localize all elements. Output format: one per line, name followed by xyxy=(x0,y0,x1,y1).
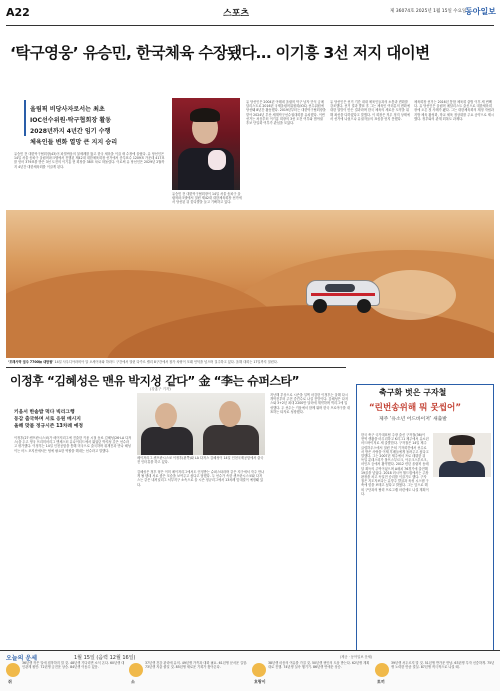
sidebar-subtitle: 제주 ‘유소년 어드바이저’ 새출발 xyxy=(379,417,447,422)
zodiac-name: 쥐 xyxy=(8,679,12,684)
article2-photo-caption: 메이저리그 샌프란시스코 이정후(왼쪽)와 LA 다저스 김혜성이 14일 인천국제공항에서 출국 전 인터뷰를 하고 있다. xyxy=(137,456,264,465)
header-divider xyxy=(6,25,494,26)
page-number: A22 xyxy=(6,6,30,19)
sidebar-body: 한국 축구 국가대표팀 주장 출신 구자철(36)이 현역 생활을 마무리하고 K리그1 제주에서 유소년 어드바이저로 새 출발한다. 구자철은 14일 제주 클럽하우스에서 열린 은퇴 기자회견에서 선수로서 받은 사랑을 이제 후배들에게 돌려주고 싶다고 말했다. 그는 2007년 제주에서 프로 데뷔한 뒤 독일 분데스리가 볼프스부르크, 아우크스부르크, 마인츠 등에서 활약했다. 2012 런던 올림픽 동메달 획득의 주역이었으며 A매치 76경기에 출전해 19골을 넣었다. 2018 러시아 월드컵에서는 주장 완장을 차고 독일전 승리를 이끌기도 했다. 구자철은 지도자보다는 유망주 발굴과 육성 시스템 구축에 힘을 보태고 싶다고 밝혔다. 그는 앞으로 해외 구단과의 협력 프로그램 마련에도 나설 계획이다. xyxy=(361,433,429,496)
zodiac-name: 소 xyxy=(131,679,135,684)
subheadline-line: 2028년까지 4년간 임기 수행 xyxy=(30,128,111,135)
sidebar-photo xyxy=(433,433,491,477)
zodiac-icon xyxy=(375,663,389,677)
main-photo-caption-title: ‘모래사막 질주 7700㎞ 대탐험’ xyxy=(8,360,54,364)
zodiac-text: 39년생 서두르지 말 것. 51년생 반가운 만남. 63년생 투자 신중하게. 75년생 노력한 만큼 결실. 87년생 적극적으로 나설 때. xyxy=(391,661,495,670)
article2-body-col3: 지난해 부상으로 시즌을 일찍 마감한 이정후는 올해 다시 개막전부터 주전 중견수로 나설 전망이다. 김혜성은 다저스와 3+2년 최대 2200만 달러에 계약하며 빅리그에 입성했다. 두 선수는 키움에서 함께 뛰며 한국 프로야구를 대표하는 타자로 성장했다. xyxy=(270,393,350,414)
main-desert-photo xyxy=(6,210,494,358)
article1-subheadlines xyxy=(30,104,166,148)
article1-photo xyxy=(172,98,240,190)
subheadline-bar xyxy=(24,100,26,136)
article1-headline: ‘탁구영웅’ 유승민, 한국체육 수장됐다… 이기흥 3선 저지 대이변 xyxy=(10,44,430,62)
article1-body-col3: 유 당선인은 선거 기간 내내 체육인들과의 소통과 변화를 강조했다. 선거 결과 발표 후 그는 체육인 여러분의 변화에 대한 열망이 만든 결과라며 한국 체육의 새로운 도약을 위해 최선을 다하겠다고 말했다. 이 회장은 직무 정지 상태에서 선거에 나섰으나 유권자들의 표심을 얻지 못했다. xyxy=(330,100,410,121)
subheadline-line: 올해 맞붙 정규시즌 13차례 예정 xyxy=(14,424,83,429)
fortune-item xyxy=(6,661,126,691)
sidebar-kicker: 축구화 벗은 구자철 xyxy=(379,388,447,397)
subheadline-line: IOC선수위원·탁구협회장 활동 xyxy=(30,117,112,124)
article1-body-col2: 유 당선인은 2004년 아테네 올림픽 탁구 남자 단식 금메달리스트로 2016년 국제올림픽위원회(IOC) 선수위원에 당선돼 8년간 활동했다. 2019년부터는 대한탁구협회장을 맡아 2024년 부산 세계탁구선수권대회를 유치했다. 이번 선거는 처음부터 이기흥 회장의 3선 도전 여부와 범야권 후보 단일화 여부가 관심을 모았다. xyxy=(246,100,326,126)
fortune-title: 오늘의 운세 xyxy=(6,655,38,662)
sidebar-title: “린번송위해 뭐 못씹어” xyxy=(369,403,461,413)
issue-info: 제 36074호 2025년 1월 15일 수요일 xyxy=(390,9,467,14)
main-photo-caption-text: 14일 사우디아라비아 알 오세이마와 하라드 구간에서 열린 다카르 랠리 8구간에서 참가 차량이 모래 언덕을 넘으며 질주하고 있다. 올해 대회는 17일까지 열린다. xyxy=(54,360,278,364)
article2-body-col1: 이정후(27·샌프란시스코)가 메이저리그에 진출한 키움 시절 동료 김혜성(26·LA 다저스)을 두고 영국 프리미어리그 맨체스터 유나이티드에서 뛰었던 박지성 같은 선수라고 평가했다. 이정후는 14일 인천공항을 통해 미국으로 출국하며 취재진과 만나 혜성이는 어느 포지션에서든 팀에 필요한 역할을 해내는 선수라고 말했다. xyxy=(14,436,132,453)
fortune-date: 1월 15일 (음력 12월 16일) xyxy=(74,655,136,661)
article2-subheadlines xyxy=(14,409,134,430)
article1-body-col1: 유승민 전 대한탁구협회장(43)이 파벌싸움의 불세례를 뚫고 한국 체육을 이끌 새 수장에 올랐다. 유 당선인은 14일 서울 송파구 올림픽파크텔에서 진행된 제42대 대한체육회장 선거에서 총투표수 1209표 가운데 417표를 얻어 379표를 받은 3선 도전의 이기흥 현 회장을 38표 차로 따돌렸다. 이로써 유 당선인은 2029년 2월까지 4년간 대한체육회를 이끌게 된다. xyxy=(14,152,165,169)
page-header xyxy=(0,0,500,28)
zodiac-name: 호랑이 xyxy=(254,679,266,684)
rally-car xyxy=(306,280,380,306)
article2-body-col2: 김혜성은 정후 형은 이미 메이저리그에서도 인정받는 슈퍼스타라며 같은 지구에서 자주 만나게 될 텐데 서로 좋은 모습을 보여주고 싶다고 답했다. 두 선수가 속한 샌프란시스코와 다저스는 같은 내셔널리그 서부지구 소속으로 올 시즌 정규리그에서 13차례 맞대결이 예정돼 있다. xyxy=(137,470,265,487)
subheadline-line: 동갑 출국하며 서로 응원 메시지 xyxy=(14,417,81,422)
article2-headline: 이정후 “김혜성은 맨유 박지성 같다” 金 “李는 슈퍼스타” xyxy=(10,374,300,388)
subheadline-line: 키움서 한솥밥 먹다 빅리그행 xyxy=(14,410,75,415)
sidebar-article xyxy=(356,384,494,668)
zodiac-text: 38년생 마음의 여유를 가질 것. 50년생 귀인의 도움 받는다. 62년생 계획대로 진행. 74년생 실속 챙기기. 86년생 연애운 상승. xyxy=(268,661,370,670)
zodiac-icon xyxy=(6,663,20,677)
subheadline-line: 체육인들 변화 열망 큰 지지 승리 xyxy=(30,139,118,146)
article2-byline: (강홍구 기자) xyxy=(150,387,171,391)
zodiac-text: 36년생 작은 일에 집착하지 말 것. 48년생 기다리면 소식 온다. 60년생 대인관계 원만. 72년생 금전운 상승. 84년생 이동수 있음. xyxy=(22,661,125,670)
article2-divider xyxy=(6,367,346,368)
zodiac-name: 토끼 xyxy=(377,679,385,684)
fortune-source: (제공 · 동아일보 운세) xyxy=(340,655,373,659)
main-photo-caption xyxy=(8,360,496,366)
zodiac-icon xyxy=(129,663,143,677)
fortune-item xyxy=(129,661,249,691)
article1-photo-caption: 유승민 전 대한탁구협회장이 14일 서울 송파구 올림픽파크텔에서 열린 제42대 대한체육회장 선거에서 당선된 뒤 꽃다발을 들고 기뻐하고 있다. xyxy=(172,192,242,205)
article2-photo xyxy=(137,393,265,455)
zodiac-text: 37년생 건강 관리에 유의. 49년생 가족과 대화 필요. 61년생 문서운 길함. 73년생 지출 줄일 것. 85년생 새로운 기회가 찾아온다. xyxy=(145,661,248,670)
zodiac-icon xyxy=(252,663,266,677)
bouquet xyxy=(208,150,226,170)
newspaper-logo: 동아일보 xyxy=(465,7,496,16)
fortune-section xyxy=(0,650,500,691)
fortune-item xyxy=(252,661,372,691)
subheadline-line: 올림픽 비당사자로서는 최초 xyxy=(30,106,105,113)
fortune-item xyxy=(375,661,495,691)
article1-body-col4: 체육회장 선거는 2016년 통합 체육회 출범 이후 세 번째다. 유 당선인은 올림픽 메달리스트 출신으로 대한체육회장에 오른 첫 사례가 됐다. 그는 대한체육회의 재정 자립과 지방 체육 활성화, 학교 체육 정상화를 주요 공약으로 제시했다. 정부와의 관계 회복도 과제다. xyxy=(414,100,494,121)
section-title: 스포츠 xyxy=(223,9,250,19)
